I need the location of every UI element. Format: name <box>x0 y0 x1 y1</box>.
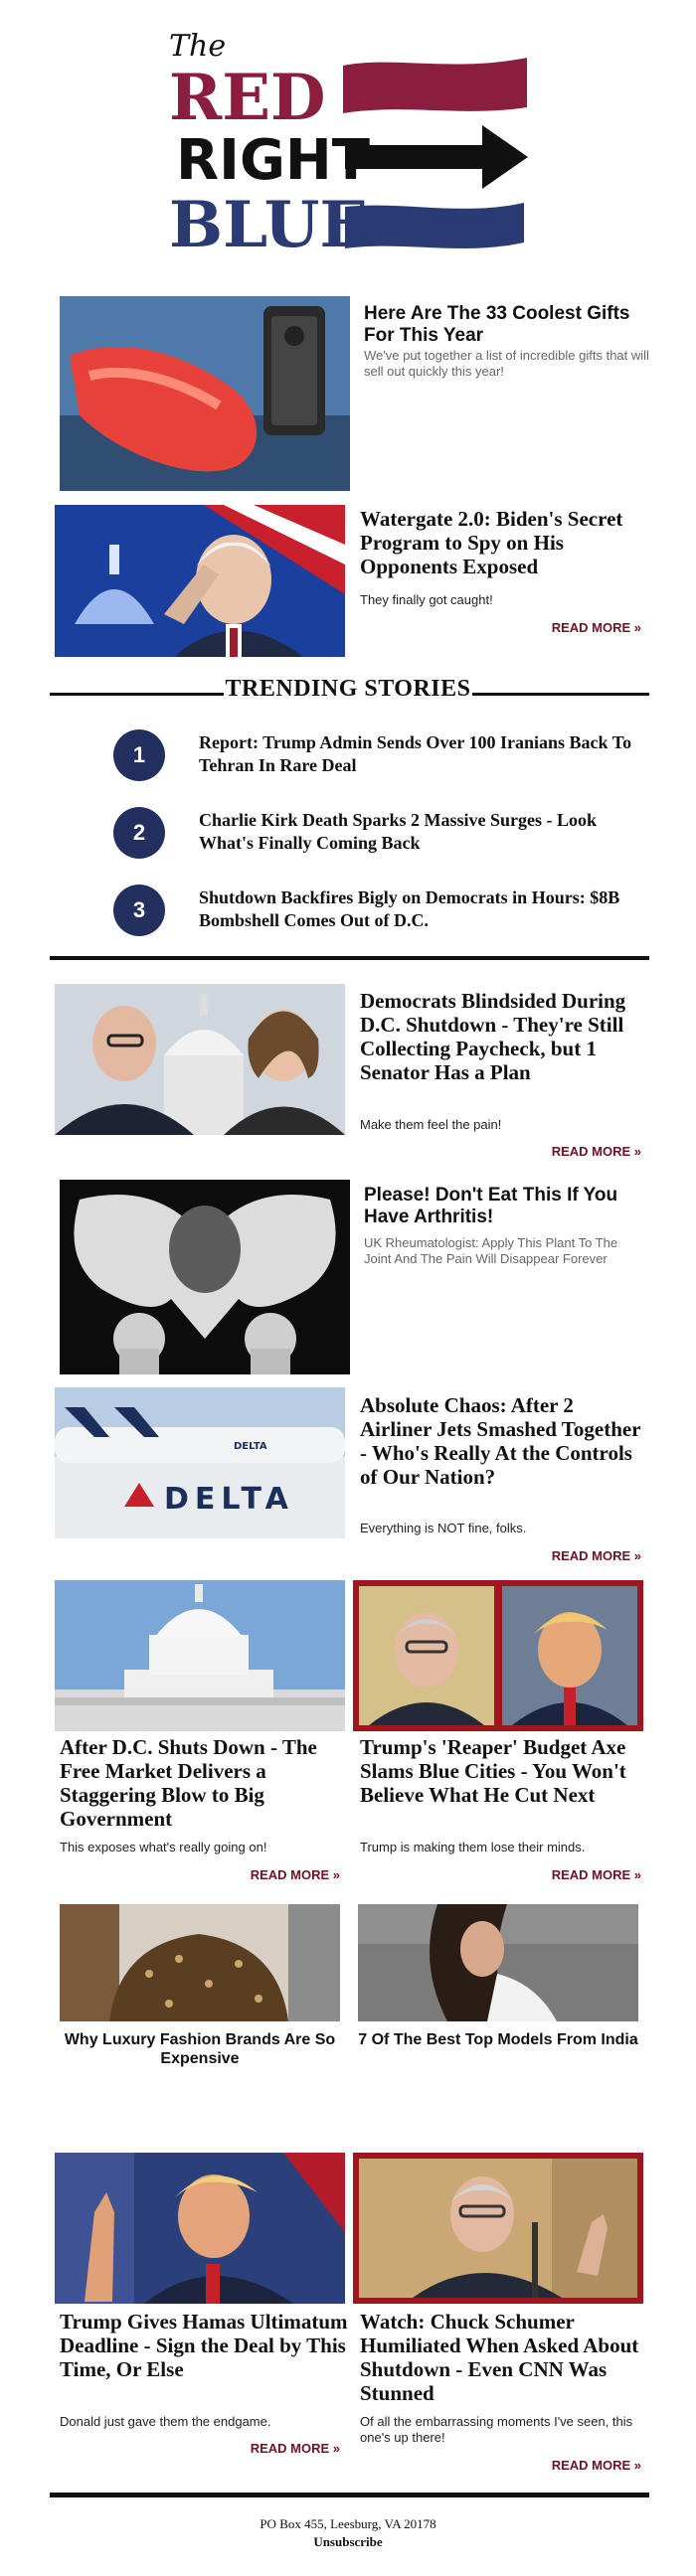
story-hamas-readmore[interactable]: READ MORE » <box>250 2441 340 2456</box>
story-chaos-image[interactable] <box>55 1387 345 1538</box>
footer-rule <box>50 2493 649 2497</box>
trending-number-2: 2 <box>113 807 165 859</box>
footer-address: PO Box 455, Leesburg, VA 20178 <box>260 2516 436 2531</box>
trending-item-3[interactable]: Shutdown Backfires Bigly on Democrats in Hours: $8B Bombshell Comes Out of D.C. <box>199 887 620 930</box>
story-hamas-sub: Donald just gave them the endgame. <box>60 2414 271 2429</box>
ad-models-title[interactable]: 7 Of The Best Top Models From India <box>358 2031 638 2048</box>
logo-blue: BLUE <box>169 188 369 262</box>
story-market-title[interactable]: After D.C. Shuts Down - The Free Market Delivers a Staggering Blow to Big Government <box>60 1735 317 1831</box>
story-reaper-readmore[interactable]: READ MORE » <box>551 1867 641 1882</box>
story-hamas-image[interactable] <box>55 2153 345 2304</box>
story-watergate-title[interactable]: Watergate 2.0: Biden's Secret Program to Spy on His Opponents Exposed <box>360 507 623 578</box>
ad-arthritis-image[interactable] <box>60 1180 350 1374</box>
story-reaper-image[interactable] <box>353 1580 643 1731</box>
ad-gifts-desc[interactable]: We've put together a list of incredible gifts that will sell out quickly this year! <box>364 348 649 379</box>
story-market-image[interactable] <box>55 1580 345 1731</box>
ad-gifts-title[interactable]: Here Are The 33 Coolest Gifts For This Year <box>364 303 630 346</box>
story-blindsided-title[interactable]: Democrats Blindsided During D.C. Shutdown - They're Still Collecting Paycheck, but 1 Senator Has a Plan <box>360 989 626 1084</box>
story-chuck-title[interactable]: Watch: Chuck Schumer Humiliated When Asked About Shutdown - Even CNN Was Stunned <box>360 2310 639 2405</box>
ad-luxury-image[interactable] <box>60 1904 340 2021</box>
unsubscribe-link[interactable]: Unsubscribe <box>313 2534 383 2549</box>
story-reaper-title[interactable]: Trump's 'Reaper' Budget Axe Slams Blue Cities - You Won't Believe What He Cut Next <box>360 1735 626 1807</box>
story-watergate-readmore[interactable]: READ MORE » <box>551 620 641 635</box>
trending-number-1: 1 <box>113 729 165 781</box>
ad-models-image[interactable] <box>358 1904 638 2021</box>
story-chuck-image[interactable] <box>353 2153 643 2304</box>
logo-flag-red <box>343 58 527 113</box>
ad-arthritis-title[interactable]: Please! Don't Eat This If You Have Arthritis! <box>364 1185 618 1227</box>
ad-arthritis-desc[interactable]: UK Rheumatologist: Apply This Plant To The Joint And The Pain Will Disappear Forever <box>364 1235 618 1266</box>
chaos-plane-small-text: DELTA <box>234 1441 267 1452</box>
story-market-readmore[interactable]: READ MORE » <box>250 1867 340 1882</box>
story-blindsided-readmore[interactable]: READ MORE » <box>551 1144 641 1159</box>
logo-right: RIGHT <box>176 128 370 193</box>
story-watergate-sub: They finally got caught! <box>360 592 493 607</box>
logo-red: RED <box>169 61 326 135</box>
story-watergate-image[interactable] <box>55 505 345 657</box>
brand-logo[interactable] <box>164 18 532 266</box>
story-blindsided-image[interactable] <box>55 984 345 1135</box>
story-chuck-readmore[interactable]: READ MORE » <box>551 2458 641 2473</box>
trending-item-1[interactable]: Report: Trump Admin Sends Over 100 Iranians Back To Tehran In Rare Deal <box>199 732 632 775</box>
logo-flag-blue <box>345 203 524 248</box>
story-chaos-sub: Everything is NOT fine, folks. <box>360 1521 527 1535</box>
trending-number-3: 3 <box>113 885 165 936</box>
logo-the: The <box>169 29 227 64</box>
story-market-sub: This exposes what's really going on! <box>60 1840 267 1854</box>
story-reaper-sub: Trump is making them lose their minds. <box>360 1840 586 1854</box>
story-chaos-title[interactable]: Absolute Chaos: After 2 Airliner Jets Smashed Together - Who's Really At the Controls of Our Nation? <box>360 1393 641 1489</box>
story-hamas-title[interactable]: Trump Gives Hamas Ultimatum Deadline - Sign the Deal by This Time, Or Else <box>60 2310 348 2381</box>
story-chuck-sub: Of all the embarrassing moments I've seen, this one's up there! <box>360 2414 633 2445</box>
logo-arrow <box>345 125 528 189</box>
ad-gifts-image[interactable] <box>60 296 350 491</box>
ad-luxury-title[interactable]: Why Luxury Fashion Brands Are So Expensive <box>64 2031 336 2067</box>
story-blindsided-sub: Make them feel the pain! <box>360 1117 502 1132</box>
trending-bottom-rule <box>50 956 649 960</box>
trending-heading: TRENDING STORIES <box>225 676 471 702</box>
chaos-plane-text: DELTA <box>164 1482 294 1517</box>
story-chaos-readmore[interactable]: READ MORE » <box>551 1548 641 1563</box>
trending-item-2[interactable]: Charlie Kirk Death Sparks 2 Massive Surges - Look What's Finally Coming Back <box>199 810 598 853</box>
